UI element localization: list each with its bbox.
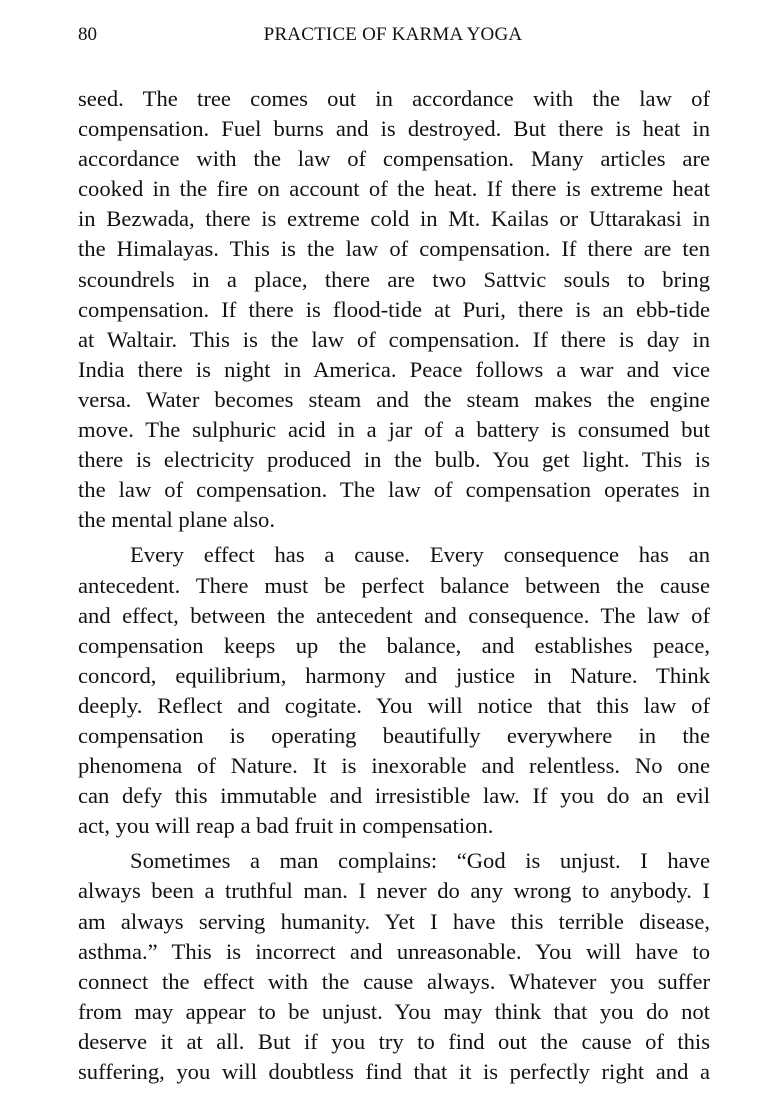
text-line: scoundrels in a place, there are two Sattvic souls to bring	[78, 266, 710, 292]
paragraph-3	[78, 846, 710, 1087]
text-line: act, you will reap a bad fruit in compensation.	[78, 813, 494, 839]
text-line: asthma.” This is incorrect and unreasonable. You will have to	[78, 938, 710, 964]
text-line: and effect, between the antecedent and consequence. The law of	[78, 602, 710, 628]
text-line: compensation. If there is flood-tide at Puri, there is an ebb-tide	[78, 296, 710, 322]
text-line: the mental plane also.	[78, 507, 276, 533]
text-line: antecedent. There must be perfect balance between the cause	[78, 572, 710, 598]
running-title: PRACTICE OF KARMA YOGA	[263, 24, 523, 45]
paragraph-2	[78, 540, 710, 841]
text-line: at Waltair. This is the law of compensation. If there is day in	[78, 326, 710, 352]
text-line: versa. Water becomes steam and the steam makes the engine	[78, 386, 710, 412]
text-line: the law of compensation. The law of compensation operates in	[78, 477, 710, 503]
text-line: always been a truthful man. I never do any wrong to anybody. I	[78, 878, 710, 904]
text-line: deserve it at all. But if you try to find out the cause of this	[78, 1028, 710, 1054]
text-line: Sometimes a man complains: “God is unjust. I have	[130, 848, 710, 874]
text-line: phenomena of Nature. It is inexorable and relentless. No one	[78, 753, 710, 779]
text-line: connect the effect with the cause always. Whatever you suffer	[78, 968, 710, 994]
text-line: the Himalayas. This is the law of compensation. If there are ten	[78, 236, 710, 262]
text-line: move. The sulphuric acid in a jar of a battery is consumed but	[78, 417, 710, 443]
text-line: compensation. Fuel burns and is destroyed. But there is heat in	[78, 116, 710, 142]
text-line: accordance with the law of compensation. Many articles are	[78, 146, 710, 172]
text-line: from may appear to be unjust. You may think that you do not	[78, 998, 710, 1024]
text-line: Every effect has a cause. Every consequence has an	[130, 542, 710, 568]
paragraph-1	[78, 84, 710, 535]
text-line: suffering, you will doubtless find that it is perfectly right and a	[78, 1059, 710, 1084]
text-line: can defy this immutable and irresistible law. If you do an evil	[78, 783, 710, 809]
text-line: concord, equilibrium, harmony and justice in Nature. Think	[78, 662, 710, 688]
text-line: India there is night in America. Peace follows a war and vice	[78, 356, 710, 382]
text-line: deeply. Reflect and cogitate. You will notice that this law of	[78, 692, 710, 718]
text-line: in Bezwada, there is extreme cold in Mt. Kailas or Uttarakasi in	[78, 206, 710, 232]
body-text	[78, 84, 710, 1092]
text-line: compensation keeps up the balance, and establishes peace,	[78, 632, 710, 658]
text-line: compensation is operating beautifully everywhere in the	[78, 722, 710, 748]
text-line: there is electricity produced in the bulb. You get light. This is	[78, 447, 710, 473]
page-header	[78, 22, 708, 48]
text-line: am always serving humanity. Yet I have this terrible disease,	[78, 908, 710, 934]
page-number: 80	[78, 24, 97, 45]
text-line: cooked in the fire on account of the heat. If there is extreme heat	[78, 176, 710, 202]
text-line: seed. The tree comes out in accordance with the law of	[78, 86, 710, 111]
